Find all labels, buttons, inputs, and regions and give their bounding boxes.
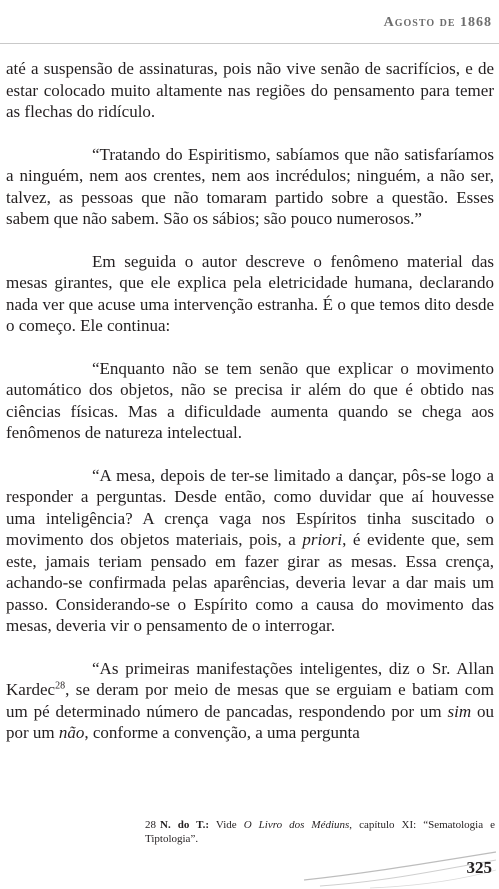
text-run: Em seguida o autor descreve o fenômeno material das mesas girantes, que ele explica pela eletricidade humana, declarando nada ver que acuse uma intervenção estranha. É o que temos dito desde o começo. Ele continua: xyxy=(6,251,494,335)
paragraph xyxy=(6,251,494,337)
text-run: “Enquanto não se tem senão que explicar o movimento automático dos objetos, não se precisa ir além do que é obtido nas ciências físicas. Mas a dificuldade aumenta quando se chega aos fenômenos de natureza intelectual. xyxy=(6,358,494,442)
body-text xyxy=(6,58,494,765)
text-run: ou por um xyxy=(6,701,494,742)
paragraph xyxy=(6,465,494,637)
italic-text: não xyxy=(58,723,85,742)
footnote-ref: 28 xyxy=(55,680,66,692)
paragraph xyxy=(6,658,494,744)
text-run: , é evidente que, sem este, jamais teriam pensado em fazer girar as mesas. Essa crença, achando-se confirmada pelas aparências, deveria levar a dar mais um passo. Considerando-se o Espírito como a causa do movimento das mesas, deveria vir o pensamento de o interrogar. xyxy=(6,530,494,635)
text-run: “As primeiras manifestações inteligentes, diz o Sr. Allan Kardec xyxy=(6,658,494,699)
italic-text: O Livro dos Médiuns xyxy=(243,819,350,831)
paragraph xyxy=(6,144,494,230)
paragraph xyxy=(6,58,494,123)
footnote xyxy=(145,818,495,846)
text-run: Vide xyxy=(209,819,244,831)
paragraph xyxy=(6,358,494,444)
header-divider xyxy=(0,43,499,44)
text-run: , conforme a convenção, a uma pergunta xyxy=(84,723,360,742)
text-run: , capítulo XI: “Sematologia e Tiptologia”. xyxy=(145,819,495,845)
running-header: Agosto de 1868 xyxy=(383,15,492,30)
italic-text: priori xyxy=(302,530,343,549)
italic-text: sim xyxy=(447,701,472,721)
footnote-text xyxy=(145,819,495,845)
text-run: , se deram por meio de mesas que se erguiam e batiam com um pé determinado número de pancadas, respondendo por um xyxy=(6,680,494,721)
text-run: “A mesa, depois de ter-se limitado a dançar, pôs-se logo a responder a perguntas. Desde então, como duvidar que aí houvesse uma inteligência? A crença vaga nos Espíritos tinha suscitado o movimento dos objetos materiais, pois, a xyxy=(6,465,494,549)
text-run: até a suspensão de assinaturas, pois não vive senão de sacrifícios, e de estar colocado muito altamente nas regiões do pensamento para temer as flechas do ridículo. xyxy=(6,59,494,121)
text-run: “Tratando do Espiritismo, sabíamos que não satisfaríamos a ninguém, nem aos crentes, nem aos incrédulos; ninguém, a não ser, talvez, as pessoas que não tomaram partido sobre a questão. Esses sabem que não sabem. São os sábios; são pouco numerosos.” xyxy=(6,144,494,228)
footnote-number: 28 xyxy=(145,819,156,831)
page-number: 325 xyxy=(466,858,492,877)
bold-text: N. do T.: xyxy=(160,819,210,831)
